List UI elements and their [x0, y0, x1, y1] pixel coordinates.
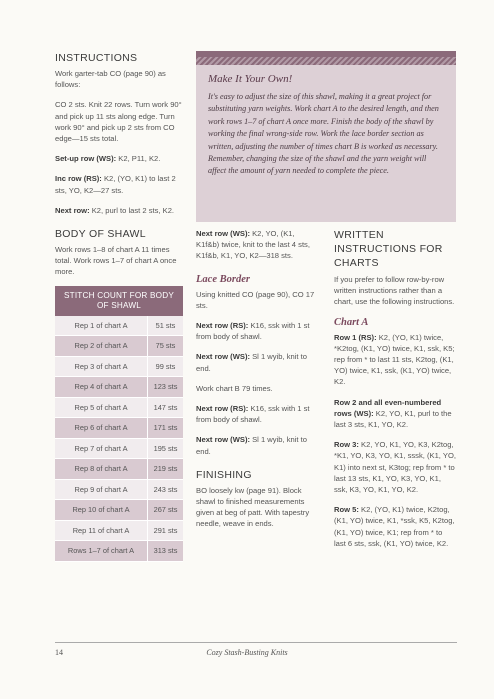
inc-row-text: K2, (YO, K1) to last 2 sts, YO, K2—27 sts. [55, 174, 176, 195]
middle-column [196, 228, 318, 539]
lace-border-intro: Using knitted CO (page 90), CO 17 sts. [196, 289, 315, 310]
finishing-heading: FINISHING [196, 468, 252, 481]
instructions-intro: Work garter-tab CO (page 90) as follows: [55, 69, 166, 90]
setup-row [55, 153, 183, 164]
row-label: Rows 1–7 of chart A [55, 541, 148, 562]
row-value: 171 sts [148, 418, 184, 439]
cast-on-text: CO 2 sts. Knit 22 rows. Turn work 90° and pick up 11 sts along edge. Turn work 90° and pick up 2 sts from CO edge—15 sts total. [55, 100, 182, 144]
row-3-label: Row 3: [334, 440, 359, 450]
next-row [55, 205, 183, 216]
table-row [55, 500, 183, 521]
row-label: Rep 7 of chart A [55, 438, 148, 459]
table-row [55, 459, 183, 480]
table-row [55, 316, 183, 336]
table-row [55, 438, 183, 459]
row-5-text: K2, (YO, K1) twice, K2tog, (K1, YO) twice, K1, *ssk, K5, K2tog, (K1, YO) twice, K1; rep from * to last 6 sts, ssk, (K1, YO) twice, K2. [334, 505, 455, 548]
written-instructions-heading: WRITTEN INSTRUCTIONS FOR CHARTS [334, 229, 443, 269]
row-5-label: Row 5: [334, 505, 359, 515]
written-instructions-intro: If you prefer to follow row-by-row written instructions rather than a chart, use the following instructions. [334, 275, 455, 307]
right-column [334, 228, 456, 558]
row-value: 147 sts [148, 397, 184, 418]
lace-rs-row-1-label: Next row (RS): [196, 321, 249, 331]
row-value: 51 sts [148, 316, 184, 336]
lace-ws-row-1-text: Sl 1 wyib, knit to end. [196, 352, 307, 373]
next-row-text: K2, purl to last 2 sts, K2. [89, 205, 175, 215]
next-row-ws-text: K2, YO, (K1, K1f&b) twice, knit to the last 4 sts, K1f&b, K1, YO, K2—318 sts. [196, 229, 310, 261]
row-1-label: Row 1 (RS): [334, 332, 377, 342]
table-row [55, 520, 183, 541]
row-value: 195 sts [148, 438, 184, 459]
row-value: 267 sts [148, 500, 184, 521]
row-1-text: K2, (YO, K1) twice, *K2tog, (K1, YO) twice, K1, ssk, K5; rep from * to last 11 sts, K2tog, (K1, YO) twice, K1, ssk, (K1, YO) twice, K2. [334, 332, 455, 387]
row-value: 291 sts [148, 520, 184, 541]
lace-rs-row-1-text: K16, ssk with 1 st from body of shawl. [196, 321, 310, 342]
row-label: Rep 10 of chart A [55, 500, 148, 521]
chart-a-heading: Chart A [334, 316, 369, 328]
table-row [55, 397, 183, 418]
table-row [55, 541, 183, 562]
lace-rs-row-2-label: Next row (RS): [196, 404, 249, 414]
row-label: Rep 4 of chart A [55, 377, 148, 398]
chart-a-row-5 [334, 504, 456, 549]
stitch-table-body [55, 316, 183, 562]
inc-row [55, 173, 183, 195]
sidebar-stripe [196, 57, 456, 65]
sidebar-content [196, 65, 456, 186]
next-row-ws-label: Next row (WS): [196, 229, 250, 238]
table-row [55, 356, 183, 377]
lace-ws-row-2-label: Next row (WS): [196, 435, 250, 445]
row-label: Rep 9 of chart A [55, 479, 148, 500]
lace-rs-row-2 [196, 403, 318, 425]
row-value: 123 sts [148, 377, 184, 398]
finishing-text: BO loosely kw (page 91). Block shawl to finished measurements given at beg of patt. With tapestry needle, weave in ends. [196, 485, 310, 529]
setup-row-label: Set-up row (WS): [55, 154, 117, 164]
sidebar-text: It's easy to adjust the size of this shawl, making it a great project for substituting yarn weights. Work chart A to the desired length, and then work rows 1–7 of chart A once more. Finish the body of the shawl by working the final wrong-side row. Work the lace border section as written, adjusting the number of times chart B is worked as necessary. Remember, changing the size of the shawl and the yarn weight will affect the amount of yarn needed to complete the piece. [208, 92, 439, 176]
row-3-text: K2, YO, K1, YO, K3, K2tog, *K1, YO, K3, YO, K1, sssk, (K1, YO, K1) into next st, K3tog; rep from * to last 13 sts, K1, YO, K3, YO, K1, ssk, K3, YO, K1, YO, K2. [334, 440, 456, 495]
row-value: 243 sts [148, 479, 184, 500]
book-title: Cozy Stash-Busting Knits [206, 648, 288, 657]
next-row-label: Next row: [55, 205, 90, 215]
table-row [55, 336, 183, 357]
row-2-label: Row 2 and all even-numbered rows (WS): [334, 397, 442, 418]
row-label: Rep 5 of chart A [55, 397, 148, 418]
stitch-table-header: STITCH COUNT FOR BODY OF SHAWL [55, 286, 183, 316]
row-value: 219 sts [148, 459, 184, 480]
stitch-count-table [55, 286, 183, 562]
row-value: 99 sts [148, 356, 184, 377]
chart-a-row-1 [334, 332, 456, 388]
sidebar-title: Make It Your Own! [208, 73, 293, 85]
inc-row-label: Inc row (RS): [55, 174, 102, 184]
chart-a-row-2 [334, 397, 456, 431]
next-row-ws [196, 228, 318, 262]
row-label: Rep 3 of chart A [55, 356, 148, 377]
lace-border-heading: Lace Border [196, 273, 250, 285]
row-label: Rep 6 of chart A [55, 418, 148, 439]
lace-ws-row-2-text: Sl 1 wyib, knit to end. [196, 435, 307, 456]
table-row [55, 479, 183, 500]
lace-rs-row-2-text: K16, ssk with 1 st from body of shawl. [196, 404, 310, 425]
body-of-shawl-text: Work rows 1–8 of chart A 11 times total. Work rows 1–7 of chart A once more. [55, 245, 177, 277]
lace-rs-row-1 [196, 320, 318, 342]
left-column [55, 52, 183, 562]
row-label: Rep 11 of chart A [55, 520, 148, 541]
setup-row-text: K2, P11, K2. [116, 154, 161, 164]
row-label: Rep 2 of chart A [55, 336, 148, 357]
table-row [55, 377, 183, 398]
chart-a-row-3 [334, 439, 456, 495]
row-2-text: K2, YO, K1, purl to the last 3 sts, K1, YO, K2. [334, 408, 452, 430]
make-it-your-own-sidebar [196, 51, 456, 222]
footer-divider [55, 642, 457, 643]
row-value: 75 sts [148, 336, 184, 357]
body-of-shawl-heading: BODY OF SHAWL [55, 228, 146, 241]
lace-ws-row-1-label: Next row (WS): [196, 352, 250, 362]
page-number: 14 [55, 648, 63, 657]
instructions-heading: INSTRUCTIONS [55, 52, 138, 64]
row-label: Rep 1 of chart A [55, 316, 148, 336]
row-value: 313 sts [148, 541, 184, 562]
chart-b-repeat: Work chart B 79 times. [196, 383, 273, 393]
table-row [55, 418, 183, 439]
row-label: Rep 8 of chart A [55, 459, 148, 480]
lace-ws-row-1 [196, 351, 318, 373]
lace-ws-row-2 [196, 434, 318, 456]
